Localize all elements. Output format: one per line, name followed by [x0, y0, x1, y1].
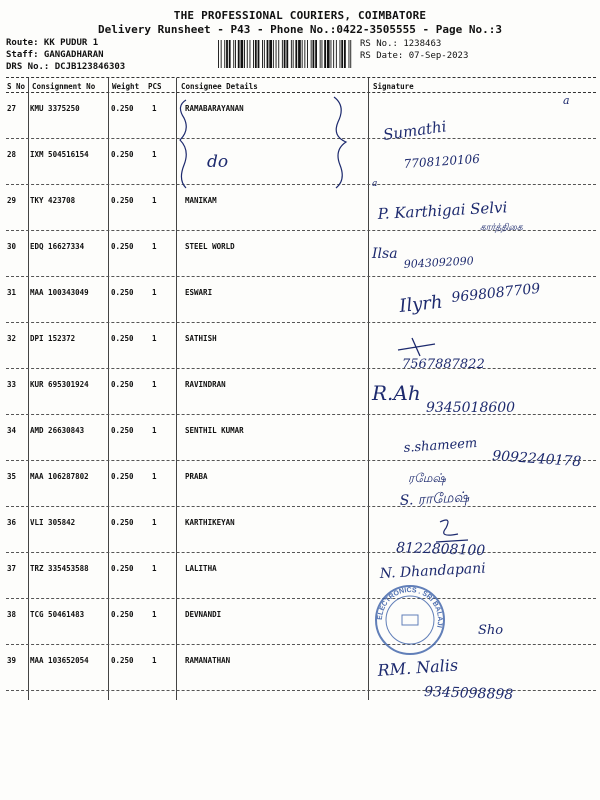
- row-separator: [6, 552, 596, 553]
- consignment-cell: EDQ 16627334: [30, 242, 85, 251]
- barcode-bar: [311, 40, 312, 68]
- signature-scribble: [436, 520, 468, 542]
- barcode-bar: [302, 40, 303, 68]
- barcode-bar: [255, 40, 257, 68]
- consignment-cell: KMU 3375250: [30, 104, 80, 113]
- sno-cell: 36: [7, 518, 17, 527]
- barcode-bar: [241, 40, 244, 68]
- col-consignment-header: Consignment No: [32, 82, 96, 91]
- weight-cell: 0.250: [111, 242, 134, 251]
- weight-cell: 0.250: [111, 104, 134, 113]
- consignee-cell: RAMABARAYANAN: [185, 104, 244, 113]
- barcode-bar: [247, 40, 248, 68]
- barcode-bar: [218, 40, 219, 68]
- barcode: [218, 40, 352, 68]
- row-separator: [6, 460, 596, 461]
- sno-cell: 38: [7, 610, 17, 619]
- consignee-cell: DEVNANDI: [185, 610, 222, 619]
- barcode-bar: [331, 40, 332, 68]
- barcode-bar: [244, 40, 245, 68]
- signature: RM. Nalis: [376, 655, 459, 680]
- signature: ரமேஷ்: [408, 471, 446, 485]
- ditto-brace-right: [334, 97, 346, 188]
- sno-cell: 30: [7, 242, 17, 251]
- staff-label: Staff: GANGADHARAN: [6, 50, 104, 60]
- barcode-bar: [264, 40, 265, 68]
- barcode-bar: [295, 40, 297, 68]
- column-divider: [176, 78, 177, 700]
- col-signature-header: Signature: [373, 82, 414, 91]
- barcode-bar: [273, 40, 274, 68]
- barcode-bar: [304, 40, 305, 68]
- weight-cell: 0.250: [111, 426, 134, 435]
- signature-phone: 9092240178: [491, 448, 582, 471]
- barcode-bar: [267, 40, 269, 68]
- barcode-bar: [235, 40, 236, 68]
- consignment-cell: MAA 106287802: [30, 472, 89, 481]
- sno-cell: 31: [7, 288, 17, 297]
- company-title: THE PROFESSIONAL COURIERS, COIMBATORE: [173, 9, 427, 22]
- row-separator: [6, 506, 596, 507]
- weight-cell: 0.250: [111, 150, 134, 159]
- barcode-bar: [262, 40, 263, 68]
- signature: S. ராமேஷ்: [399, 489, 470, 509]
- signature: Ilsa: [372, 246, 398, 262]
- consignment-cell: KUR 695301924: [30, 380, 89, 389]
- column-divider: [368, 78, 369, 700]
- weight-cell: 0.250: [111, 564, 134, 573]
- barcode-bar: [315, 40, 317, 68]
- column-divider: [108, 78, 109, 700]
- consignee-cell: MANIKAM: [185, 196, 217, 205]
- barcode-bar: [282, 40, 283, 68]
- consignee-cell: LALITHA: [185, 564, 217, 573]
- signature: Ilyrh: [398, 291, 444, 317]
- column-divider: [28, 78, 29, 700]
- sno-cell: 34: [7, 426, 17, 435]
- barcode-bar: [333, 40, 334, 68]
- pcs-cell: 1: [152, 564, 157, 573]
- barcode-bar: [293, 40, 294, 68]
- barcode-bar: [291, 40, 292, 68]
- pcs-cell: 1: [152, 518, 157, 527]
- pcs-cell: 1: [152, 610, 157, 619]
- signature: s.shameem: [403, 435, 478, 456]
- barcode-bar: [322, 40, 323, 68]
- weight-cell: 0.250: [111, 610, 134, 619]
- pcs-cell: 1: [152, 426, 157, 435]
- barcode-bar: [307, 40, 308, 68]
- pcs-cell: 1: [152, 196, 157, 205]
- pcs-cell: 1: [152, 104, 157, 113]
- col-consignee-header: Consignee Details: [181, 82, 258, 91]
- weight-cell: 0.250: [111, 288, 134, 297]
- signature-scribble: [398, 338, 435, 356]
- consignment-cell: TRZ 335453588: [30, 564, 89, 573]
- barcode-bar: [221, 40, 222, 68]
- barcode-bar: [349, 40, 350, 68]
- pcs-cell: 1: [152, 472, 157, 481]
- barcode-bar: [233, 40, 234, 68]
- signature-phone: 9698087709: [450, 280, 542, 306]
- pcs-cell: 1: [152, 288, 157, 297]
- barcode-bar: [340, 40, 341, 68]
- svg-text:ELECTRONICS . SRI BALAJI: [377, 587, 443, 628]
- barcode-bar: [336, 40, 337, 68]
- row-separator: [6, 690, 596, 691]
- row-separator: [6, 414, 596, 415]
- barcode-bar: [286, 40, 288, 68]
- barcode-bar: [229, 40, 231, 68]
- sno-cell: 28: [7, 150, 17, 159]
- signature: P. Karthigai Selvi: [377, 198, 508, 223]
- consignee-cell: RAMANATHAN: [185, 656, 231, 665]
- row-separator: [6, 138, 596, 139]
- consignee-cell: STEEL WORLD: [185, 242, 235, 251]
- signature-phone: 9043092090: [403, 254, 475, 271]
- barcode-bar: [238, 40, 240, 68]
- signature-phone: 9345018600: [426, 400, 516, 416]
- weight-cell: 0.250: [111, 196, 134, 205]
- weight-cell: 0.250: [111, 380, 134, 389]
- sno-cell: 37: [7, 564, 17, 573]
- consignment-cell: TKY 423708: [30, 196, 76, 205]
- pcs-cell: 1: [152, 656, 157, 665]
- row-separator: [6, 368, 596, 369]
- sno-cell: 32: [7, 334, 17, 343]
- barcode-bar: [320, 40, 321, 68]
- signature: கார்த்திகை: [480, 223, 523, 233]
- weight-cell: 0.250: [111, 472, 134, 481]
- ditto-brace-left: [180, 100, 186, 188]
- barcode-bar: [350, 40, 351, 68]
- ditto-mark: do: [207, 152, 229, 172]
- barcode-bar: [344, 40, 346, 68]
- row-separator: [6, 322, 596, 323]
- barcode-bar: [226, 40, 228, 68]
- tick-mark: a: [372, 179, 378, 189]
- signature: R.Ah: [372, 381, 421, 405]
- pcs-cell: 1: [152, 242, 157, 251]
- pcs-cell: 1: [152, 334, 157, 343]
- consignment-cell: IXM 504516154: [30, 150, 89, 159]
- barcode-bar: [276, 40, 277, 68]
- barcode-bar: [224, 40, 225, 68]
- consignment-cell: MAA 100343049: [30, 288, 89, 297]
- sno-cell: 27: [7, 104, 17, 113]
- signature-phone: 7567887822: [402, 357, 485, 372]
- row-separator: [6, 598, 596, 599]
- barcode-bar: [324, 40, 326, 68]
- table-top-rule: [6, 77, 596, 78]
- weight-cell: 0.250: [111, 518, 134, 527]
- consignee-cell: RAVINDRAN: [185, 380, 226, 389]
- col-weight-header: Weight: [112, 82, 140, 91]
- sno-cell: 29: [7, 196, 17, 205]
- barcode-bar: [284, 40, 286, 68]
- signature-phone: 7708120106: [403, 151, 481, 171]
- barcode-bar: [258, 40, 260, 68]
- signature-phone: 9345098898: [423, 684, 514, 704]
- stamp-text: ELECTRONICS . SRI BALAJI: [376, 586, 444, 629]
- barcode-bar: [313, 40, 315, 68]
- pcs-cell: 1: [152, 380, 157, 389]
- row-separator: [6, 276, 596, 277]
- col-pcs-header: PCS: [148, 82, 162, 91]
- row-separator: [6, 184, 596, 185]
- signature: Sumathi: [382, 117, 448, 144]
- consignment-cell: DPI 152372: [30, 334, 76, 343]
- row-separator: [6, 644, 596, 645]
- rs-date: RS Date: 07-Sep-2023: [360, 51, 469, 61]
- barcode-bar: [269, 40, 272, 68]
- pcs-cell: 1: [152, 150, 157, 159]
- route-label: Route: KK PUDUR 1: [6, 38, 99, 48]
- sno-cell: 33: [7, 380, 17, 389]
- rs-number: RS No.: 1238463: [360, 39, 442, 49]
- consignment-cell: VLI 305842: [30, 518, 76, 527]
- row-separator: [6, 230, 596, 231]
- header-bottom-rule: [6, 92, 596, 93]
- barcode-bar: [278, 40, 279, 68]
- drs-number: DRS No.: DCJB123846303: [6, 62, 126, 72]
- runsheet-subtitle: Delivery Runsheet - P43 - Phone No.:0422-3505555 - Page No.:3: [98, 23, 502, 36]
- consignment-cell: TCG 50461483: [30, 610, 85, 619]
- barcode-bar: [327, 40, 330, 68]
- consignee-cell: SATHISH: [185, 334, 217, 343]
- tick-mark: a: [563, 94, 570, 107]
- barcode-bar: [341, 40, 343, 68]
- consignment-cell: AMD 26630843: [30, 426, 85, 435]
- consignment-cell: MAA 103652054: [30, 656, 89, 665]
- weight-cell: 0.250: [111, 334, 134, 343]
- col-sno-header: S No: [7, 82, 26, 91]
- barcode-bar: [298, 40, 301, 68]
- signature-phone: 8122808100: [395, 540, 486, 560]
- barcode-bar: [253, 40, 254, 68]
- signature: Sho: [478, 623, 504, 638]
- sno-cell: 35: [7, 472, 17, 481]
- sno-cell: 39: [7, 656, 17, 665]
- consignee-cell: SENTHIL KUMAR: [185, 426, 244, 435]
- weight-cell: 0.250: [111, 656, 134, 665]
- consignee-cell: PRABA: [185, 472, 208, 481]
- consignee-cell: KARTHIKEYAN: [185, 518, 235, 527]
- signature: N. Dhandapani: [379, 560, 487, 582]
- consignee-cell: ESWARI: [185, 288, 213, 297]
- barcode-bar: [250, 40, 251, 68]
